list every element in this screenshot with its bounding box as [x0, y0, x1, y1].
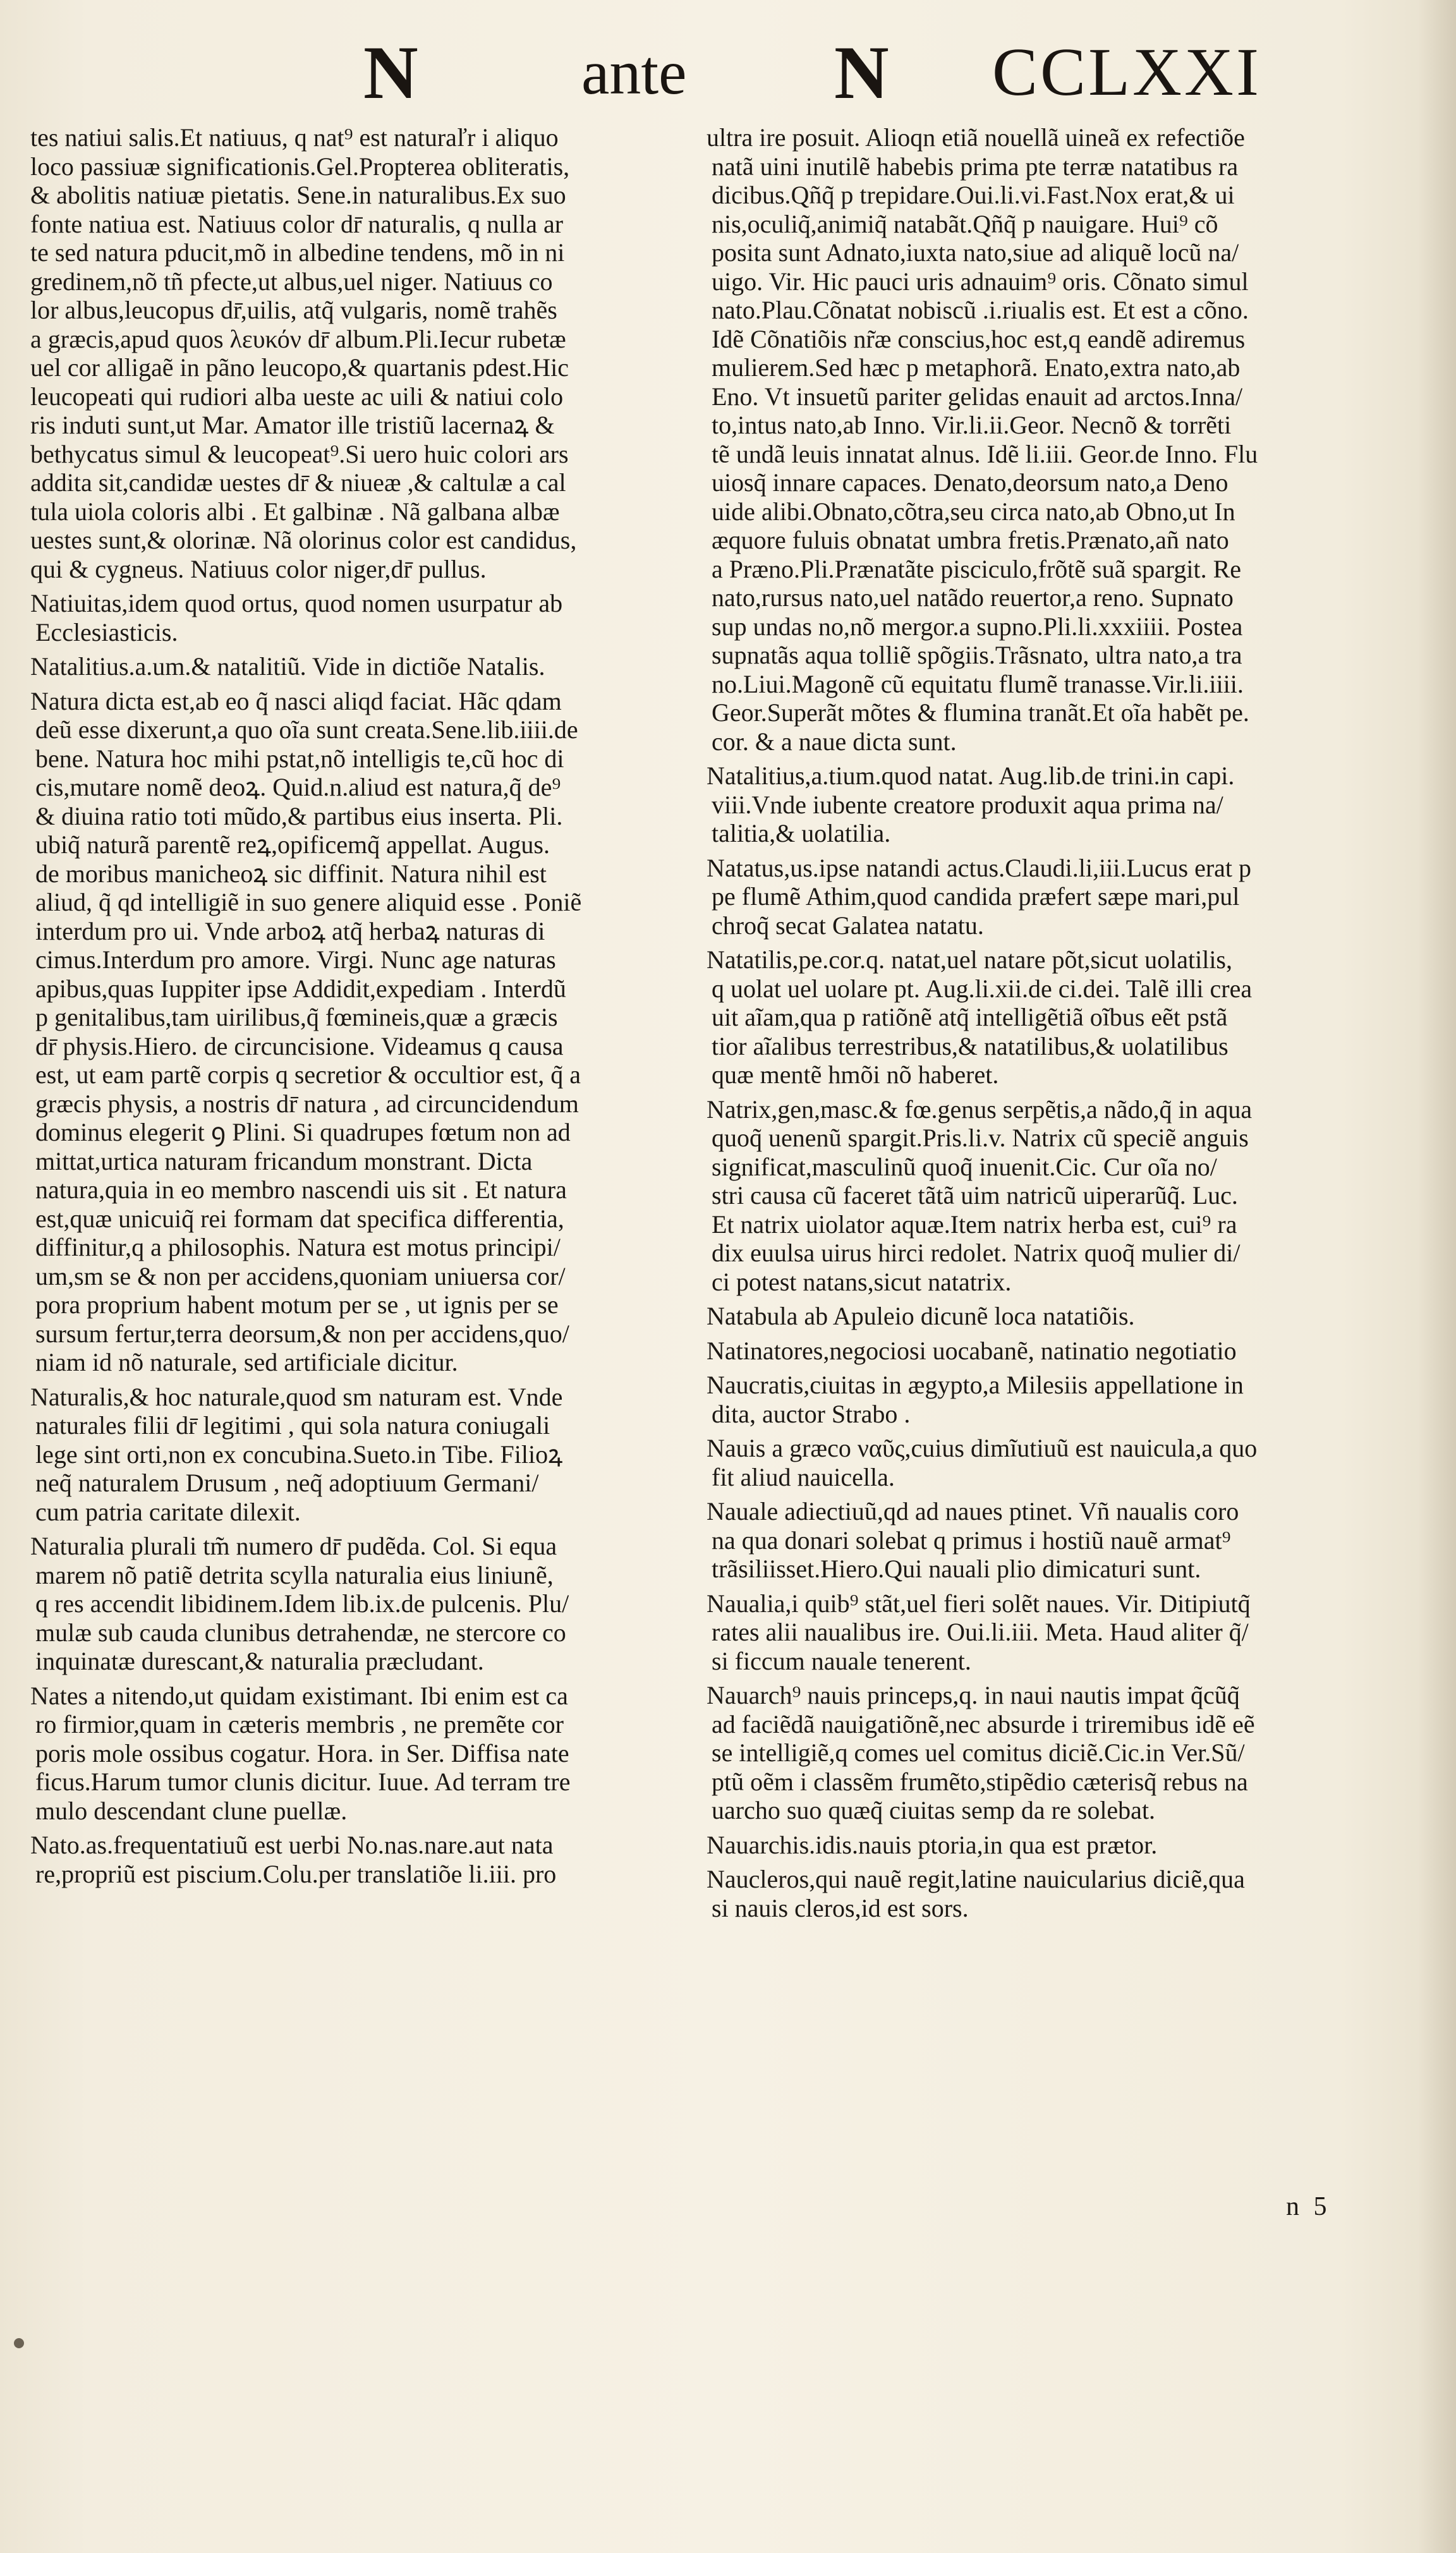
dictionary-entry — [30, 1831, 700, 1888]
text-line: uarcho suo quæq̃ ciuitas semp da re solebat. — [712, 1796, 1156, 1824]
text-line: a Præno.Pli.Prænatãte pisciculo,frõtẽ suã spargit. Re — [712, 554, 1242, 583]
text-line: cum patria caritate dilexit. — [35, 1497, 301, 1526]
dictionary-entry — [707, 1865, 1389, 1922]
dictionary-entry — [30, 123, 700, 583]
header-word: ante — [581, 37, 687, 107]
text-line: Ecclesiasticis. — [35, 617, 178, 646]
text-line: uit aĩam,qua p ratiõnẽ atq̃ intelligẽtiã oĩbus eẽt pstã — [712, 1003, 1228, 1031]
dictionary-entry — [707, 1095, 1389, 1297]
text-line: lor albus,leucopus dr̄,uilis, atq̃ vulgaris, nomẽ trahẽs — [30, 296, 557, 324]
left-text-column — [30, 123, 700, 1894]
text-line: quæ mentẽ hmõi nõ haberet. — [712, 1060, 999, 1089]
text-line: Natalitius.a.um.& natalitiũ. Vide in dictiõe Natalis. — [30, 652, 545, 681]
text-line: supnatãs aqua tolliẽ spõgiis.Trãsnato, ultra nato,a tra — [712, 641, 1242, 669]
text-line: p genitalibus,tam uirilibus,q̃ fœmineis,quæ a græcis — [35, 1003, 558, 1031]
text-line: neq̃ naturalem Drusum , neq̃ adoptiuum Germani/ — [35, 1469, 539, 1497]
text-line: uiosq̃ innare capaces. Denato,deorsum nato,a Deno — [712, 468, 1228, 497]
text-line: chroq̃ secat Galatea natatu. — [712, 911, 984, 940]
text-line: Natrix,gen,masc.& fœ.genus serpẽtis,a nãdo,q̃ in aqua — [707, 1095, 1253, 1124]
text-line: uestes sunt,& olorinæ. Nã olorinus color est candidus, — [30, 526, 577, 554]
dictionary-entry — [707, 945, 1389, 1089]
text-line: mulierem.Sed hæc p metaphorã. Enato,extra nato,ab — [712, 353, 1241, 382]
text-line: si ficcum nauale tenerent. — [712, 1646, 971, 1675]
text-line: no.Liui.Magonẽ cũ equitatu flumẽ tranasse.Vir.li.iiii. — [712, 669, 1244, 698]
text-line: fit aliud nauicella. — [712, 1462, 895, 1491]
text-line: Naucratis,ciuitas in ægypto,a Milesiis appellatione in — [707, 1371, 1244, 1399]
text-line: inquinatæ durescant,& naturalia præcludant. — [35, 1647, 484, 1675]
text-line: cis,mutare nomẽ deoꝝ. Quid.n.aliud est natura,q̃ de⁹ — [35, 773, 561, 801]
text-line: um,sm se & non per accidens,quoniam uniuersa cor/ — [35, 1261, 566, 1290]
text-line: ubiq̃ naturã parentẽ reꝝ,opificemq̃ appellat. Augus. — [35, 830, 550, 859]
text-line: est, ut eam partẽ corpis q secretior & occultior est, q̃ a — [35, 1060, 581, 1089]
text-line: Nato.as.frequentatiuũ est uerbi No.nas.nare.aut nata — [30, 1831, 554, 1859]
text-line: te sed natura pducit,mõ in albedine tendens, mõ in ni — [30, 238, 565, 267]
dictionary-entry — [30, 687, 700, 1377]
text-line: mulo descendant clune puellæ. — [35, 1796, 348, 1825]
text-line: tula uiola coloris albi . Et galbinæ . Nã galbana albæ — [30, 497, 560, 526]
dictionary-entry — [707, 1589, 1389, 1676]
text-line: pe flumẽ Athim,quod candida præfert sæpe mari,pul — [712, 882, 1240, 911]
text-line: natã uini inutilẽ habebis prima pte terræ natatibus ra — [712, 152, 1239, 181]
dictionary-entry — [30, 1383, 700, 1527]
text-line: dicibus.Qñq̃ p trepidare.Oui.li.vi.Fast.Nox erat,& ui — [712, 181, 1235, 209]
text-line: uide alibi.Obnato,cõtra,seu circa nato,ab Obno,ut In — [712, 497, 1235, 526]
dictionary-entry — [707, 1371, 1389, 1428]
dictionary-entry — [707, 761, 1389, 848]
text-line: Idẽ Cõnatiõis nr̃æ conscius,hoc est,q eandẽ adiremus — [712, 324, 1246, 353]
text-line: dix euulsa uirus hirci redolet. Natrix quoq̃ mulier di/ — [712, 1239, 1241, 1267]
text-line: q uolat uel uolare pt. Aug.li.xii.de ci.dei. Talẽ illi crea — [712, 974, 1253, 1003]
text-line: Naualia,i quib⁹ stãt,uel fieri solẽt naues. Vir. Ditipiutq̃ — [707, 1589, 1251, 1618]
text-line: Naturalis,& hoc naturale,quod sm naturam est. Vnde — [30, 1382, 563, 1411]
text-line: viii.Vnde iubente creatore produxit aqua prima na/ — [712, 790, 1223, 819]
text-line: aliud, q̃ qd intelligiẽ in suo genere aliquid esse . Poniẽ — [35, 888, 582, 916]
signature-mark: n 5 — [1286, 2192, 1331, 2221]
dictionary-entry — [707, 1831, 1389, 1860]
text-line: na qua donari solebat q primus i hostiũ nauẽ armat⁹ — [712, 1525, 1231, 1555]
dictionary-entry — [30, 1532, 700, 1676]
right-text-column — [707, 123, 1389, 1928]
text-line: Nauale adiectiuũ,qd ad naues ptinet. Vñ naualis coro — [707, 1497, 1239, 1525]
text-line: tior aĩalibus terrestribus,& natatilibus,& uolatilibus — [712, 1031, 1228, 1060]
text-line: to,intus nato,ab Inno. Vir.li.ii.Geor. Necnõ & torrẽti — [712, 411, 1232, 439]
text-line: se intelligiẽ,q comes uel comitus diciẽ.Cic.in Ver.Sũ/ — [712, 1738, 1245, 1767]
text-line: æquore fuluis obnatat umbra fretis.Prænato,añ nato — [712, 526, 1229, 554]
text-line: Nauarchis.idis.nauis ptoria,in qua est prætor. — [707, 1830, 1158, 1859]
dictionary-entry — [707, 1681, 1389, 1825]
text-line: stri causa cũ faceret tãtã uim natricũ uiperarũq̃. Luc. — [712, 1181, 1238, 1210]
text-line: ro firmior,quam in cæteris membris , ne premẽte cor — [35, 1710, 564, 1738]
text-line: cor. & a naue dicta sunt. — [712, 727, 957, 756]
text-line: & diuina ratio toti mũdo,& partibus eius inserta. Pli. — [35, 801, 563, 830]
text-line: Natiuitas,idem quod ortus, quod nomen usurpatur ab — [30, 589, 563, 617]
text-line: qui & cygneus. Natiuus color niger,dr̄ pullus. — [30, 554, 487, 583]
text-line: & abolitis natiuæ pietatis. Sene.in naturalibus.Ex suo — [30, 181, 566, 209]
text-line: Eno. Vt insuetũ pariter gelidas enauit ad arctos.Inna/ — [712, 382, 1243, 411]
text-line: ficus.Harum tumor clunis dicitur. Iuue. Ad terram tre — [35, 1768, 571, 1796]
text-line: mulæ sub cauda clunibus detrahendæ, ne stercore co — [35, 1618, 566, 1647]
text-line: interdum pro ui. Vnde arboꝝ atq̃ herbaꝝ naturas di — [35, 916, 545, 945]
text-line: rates alii naualibus ire. Oui.li.iii. Meta. Haud aliter q̃/ — [712, 1618, 1249, 1646]
text-line: diffinitur,q a philosophis. Natura est motus principi/ — [35, 1233, 561, 1261]
page-edge-shadow — [1418, 0, 1456, 2553]
dictionary-entry — [707, 1337, 1389, 1366]
text-line: nis,oculiq̃,animiq̃ natabãt.Qñq̃ p nauigare. Hui⁹ cõ — [712, 209, 1218, 238]
text-line: ci potest natans,sicut natatrix. — [712, 1267, 1012, 1296]
text-line: apibus,quas Iuppiter ipse Addidit,expediam . Interdũ — [35, 974, 566, 1003]
text-line: Nauis a græco ναῦς,cuius dimĩutiuũ est nauicula,a quo — [707, 1434, 1258, 1462]
text-line: dita, auctor Strabo . — [712, 1399, 911, 1428]
text-line: a græcis,apud quos λευκόν dr̄ album.Pli.Iecur rubetæ — [30, 324, 566, 353]
text-line: Et natrix uiolator aquæ.Item natrix herba est, cui⁹ ra — [712, 1210, 1237, 1239]
text-line: dr̄ physis.Hiero. de circuncisione. Videamus q causa — [35, 1031, 564, 1060]
text-line: lege sint orti,non ex concubina.Sueto.in Tibe. Filioꝝ — [35, 1440, 563, 1469]
text-line: gredinem,nõ tñ pfecte,ut albus,uel niger. Natiuus co — [30, 267, 553, 296]
text-line: significat,masculinũ quoq̃ inuenit.Cic. Cur oĩa no/ — [712, 1152, 1217, 1181]
text-line: uel cor alligaẽ in pãno leucopo,& quartanis pdest.Hic — [30, 353, 569, 382]
dictionary-entry — [707, 1302, 1389, 1331]
text-line: Natinatores,negociosi uocabanẽ, natinatio negotiatio — [707, 1336, 1237, 1365]
text-line: Geor.Superãt mõtes & flumina tranãt.Et oĩa habẽt pe. — [712, 698, 1249, 727]
text-line: marem nõ patiẽ detrita scylla naturalia eius liniunẽ, — [35, 1560, 554, 1589]
text-line: deũ esse dixerunt,a quo oĩa sunt creata.Sene.lib.iiii.de — [35, 715, 578, 744]
dictionary-entry — [707, 854, 1389, 940]
text-line: dominus elegerit ꝯ Plini. Si quadrupes fœtum non ad — [35, 1118, 571, 1146]
text-line: Naturalia plurali tm̃ numero dr̄ pudẽda. Col. Si equa — [30, 1532, 557, 1560]
text-line: niam id nõ naturale, sed artificiale dicitur. — [35, 1348, 458, 1376]
text-line: Naucleros,qui nauẽ regit,latine nauicularius diciẽ,qua — [707, 1865, 1245, 1893]
text-line: tẽ undã leuis innatat alnus. Idẽ li.iii. Geor.de Inno. Flu — [712, 439, 1258, 468]
text-line: bethycatus simul & leucopeat⁹.Si uero huic colori ars — [30, 439, 569, 468]
text-line: cimus.Interdum pro amore. Virgi. Nunc age naturas — [35, 945, 556, 974]
text-line: talitia,& uolatilia. — [712, 819, 891, 847]
text-line: nato.Plau.Cõnatat nobiscũ .i.riualis est. Et est a cõno. — [712, 296, 1249, 324]
header-letter-left: N — [363, 30, 418, 114]
text-line: Natura dicta est,ab eo q̃ nasci aliqd faciat. Hãc qdam — [30, 686, 562, 715]
dictionary-entry — [30, 589, 700, 646]
text-line: sup undas no,nõ mergor.a supno.Pli.li.xxxiiii. Postea — [712, 612, 1243, 641]
ink-spot — [14, 2338, 24, 2348]
text-line: natura,quia in eo membro nascendi uis sit . Et natura — [35, 1175, 567, 1204]
text-line: ultra ire posuit. Alioqn etiã nouellã uineã ex refectiõe — [707, 123, 1245, 152]
text-line: Nauarch⁹ nauis princeps,q. in naui nautis impat q̃cũq̃ — [707, 1681, 1240, 1709]
text-line: ad faciẽdã nauigatiõnẽ,nec absurde i triremibus idẽ eẽ — [712, 1709, 1255, 1738]
dictionary-entry — [30, 1682, 700, 1826]
text-line: pora proprium habent motum per se , ut ignis per se — [35, 1290, 559, 1319]
text-line: ris induti sunt,ut Mar. Amator ille tristiũ lacernaꝝ & — [30, 411, 555, 439]
text-line: re,propriũ est piscium.Colu.per translatiõe li.iii. pro — [35, 1859, 557, 1888]
text-line: poris mole ossibus cogatur. Hora. in Ser. Diffisa nate — [35, 1738, 569, 1768]
text-line: si nauis cleros,id est sors. — [712, 1893, 969, 1922]
text-line: ptũ oẽm i classẽm frumẽto,stipẽdio cæterisq̃ rebus na — [712, 1767, 1248, 1796]
header-letter-right: N — [834, 30, 889, 114]
text-line: uigo. Vir. Hic pauci uris adnauim⁹ oris. Cõnato simul — [712, 267, 1249, 296]
dictionary-entry — [30, 652, 700, 681]
dictionary-entry — [707, 1434, 1389, 1491]
text-line: Natalitius,a.tium.quod natat. Aug.lib.de trini.in capi. — [707, 761, 1235, 790]
text-line: addita sit,candidæ uestes dr̄ & niueæ ,& caltulæ a cal — [30, 468, 566, 497]
dictionary-entry — [707, 123, 1389, 756]
text-line: quoq̃ uenenũ spargit.Pris.li.v. Natrix cũ speciẽ anguis — [712, 1124, 1249, 1152]
folio-number: CCLXXI — [992, 35, 1261, 110]
text-line: naturales filii dr̄ legitimi , qui sola natura coniugali — [35, 1411, 550, 1440]
text-line: leucopeati qui rudiori alba ueste ac uili & natiui colo — [30, 382, 564, 411]
dictionary-entry — [707, 1497, 1389, 1584]
text-line: fonte natiua est. Natiuus color dr̄ naturalis, q nulla ar — [30, 209, 564, 238]
text-line: nato,rursus nato,uel natãdo reuertor,a reno. Supnato — [712, 583, 1234, 612]
text-line: Natatus,us.ipse natandi actus.Claudi.li,iii.Lucus erat p — [707, 853, 1252, 882]
text-line: mittat,urtica naturam fricandum monstrant. Dicta — [35, 1146, 533, 1175]
text-line: græcis physis, a nostris dr̄ natura , ad circuncidendum — [35, 1089, 579, 1118]
text-line: loco passiuæ significationis.Gel.Propterea obliteratis, — [30, 152, 570, 181]
text-line: posita sunt Adnato,iuxta nato,siue ad aliquẽ locũ na/ — [712, 238, 1239, 267]
text-line: de moribus manicheoꝝ sic diffinit. Natura nihil est — [35, 859, 547, 888]
text-line: est,quæ unicuiq̃ rei formam dat specifica differentia, — [35, 1204, 564, 1233]
text-line: Nates a nitendo,ut quidam existimant. Ibi enim est ca — [30, 1681, 568, 1710]
text-line: bene. Natura hoc mihi pstat,nõ intelligis te,cũ hoc di — [35, 744, 564, 773]
text-line: sursum fertur,terra deorsum,& non per accidens,quo/ — [35, 1319, 569, 1348]
text-line: q res accendit libidinem.Idem lib.ix.de pulcenis. Plu/ — [35, 1589, 569, 1618]
text-line: Natatilis,pe.cor.q. natat,uel natare põt,sicut uolatilis, — [707, 945, 1232, 974]
text-line: Natabula ab Apuleio dicunẽ loca natatiõis. — [707, 1302, 1135, 1330]
text-line: tes natiui salis.Et natiuus, q nat⁹ est naturaľr i aliquo — [30, 123, 559, 152]
text-line: trãsiliisset.Hiero.Qui nauali plio dimicaturi sunt. — [712, 1555, 1201, 1583]
